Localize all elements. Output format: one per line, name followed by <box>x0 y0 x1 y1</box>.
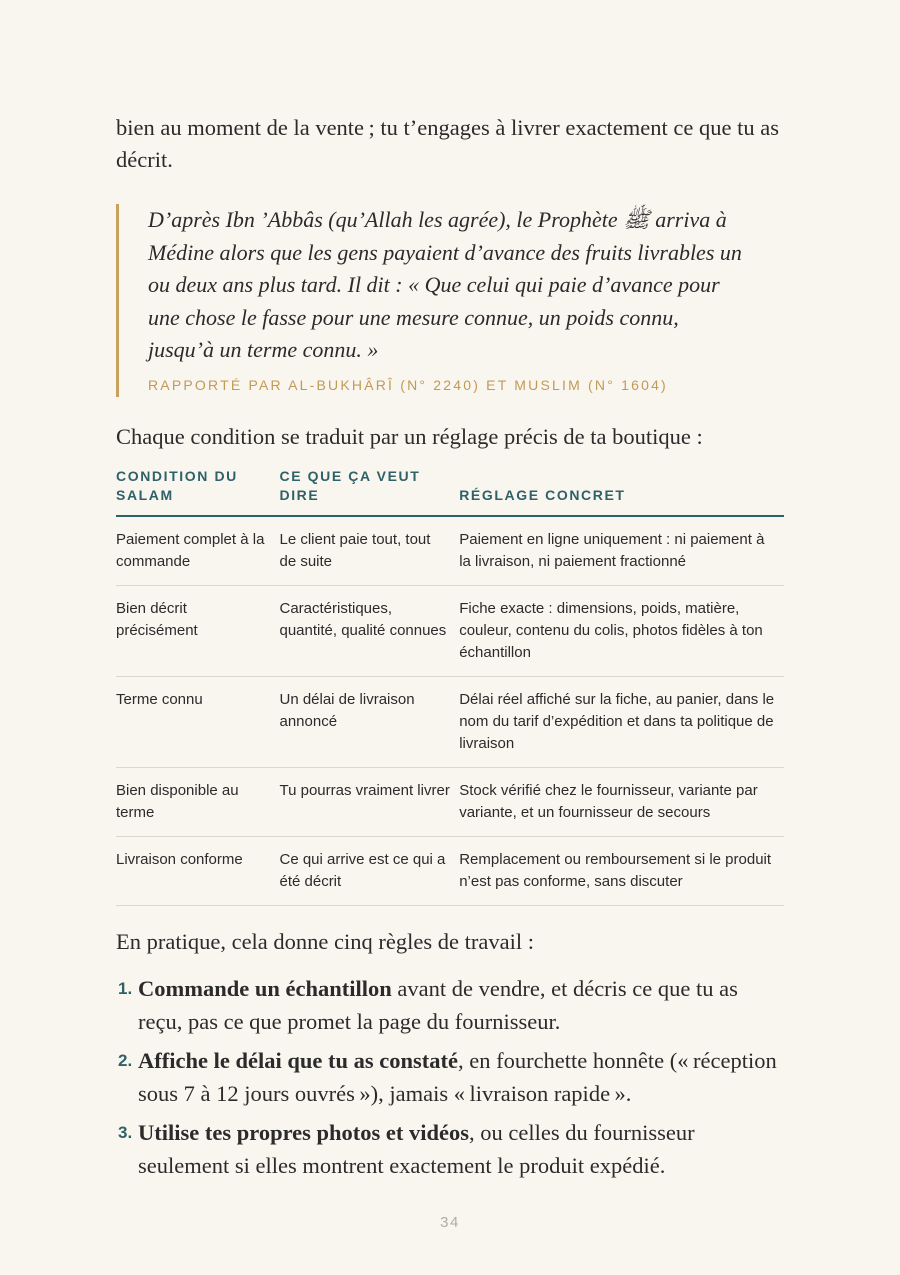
table-row <box>116 676 784 767</box>
list-item <box>116 1044 784 1110</box>
page-number: 34 <box>440 1214 460 1231</box>
table-row <box>116 516 784 586</box>
list-number: 3. <box>118 1122 133 1142</box>
rule-text: avant de vendre, et décris ce que tu as reçu, pas ce que promet la page du fournisseur. <box>138 975 738 1034</box>
rule-text: , en fourchette honnête (« réception sous 7 à 12 jours ouvrés »), jamais « livraison rapide ». <box>138 1047 777 1106</box>
table-cell: Bien disponible au terme <box>116 767 279 836</box>
table-cell: Terme connu <box>116 676 279 767</box>
table-lead: Chaque condition se traduit par un réglage précis de ta boutique : <box>116 423 703 449</box>
rule-bold: Affiche le délai que tu as constaté <box>138 1047 458 1073</box>
list-number: 1. <box>118 978 133 998</box>
rules-list <box>116 972 784 1182</box>
table-cell: Ce qui arrive est ce qui a été décrit <box>279 836 459 905</box>
table-cell: Remplacement ou remboursement si le produit n’est pas conforme, sans discuter <box>459 836 784 905</box>
intro-paragraph: bien au moment de la vente ; tu t’engages à livrer exactement ce que tu as décrit. <box>116 115 779 172</box>
conditions-table <box>116 467 784 906</box>
table-cell: Paiement en ligne uniquement : ni paiement à la livraison, ni paiement fractionné <box>459 516 784 586</box>
quote-source: RAPPORTÉ PAR AL-BUKHÂRÎ (N° 2240) ET MUSLIM (N° 1604) <box>148 376 668 393</box>
list-item <box>116 972 784 1038</box>
header-setting: RÉGLAGE CONCRET <box>459 467 784 516</box>
rule-text: , ou celles du fournisseur seulement si elles montrent exactement le produit expédié. <box>138 1119 695 1178</box>
list-number: 2. <box>118 1050 133 1070</box>
header-meaning: CE QUE ÇA VEUT DIRE <box>279 467 459 516</box>
rules-lead: En pratique, cela donne cinq règles de travail : <box>116 928 534 954</box>
page-content <box>116 112 784 1188</box>
header-condition: CONDITION DU SALAM <box>116 467 279 516</box>
quote-text: D’après Ibn ’Abbâs (qu’Allah les agrée), le Prophète ﷺ arriva à Médine alors que les gens payaient d’avance des fruits livrables un ou deux ans plus tard. Il dit : « Que celui qui paie d’avance pour une chose le fasse pour une mesure connue, un poids connu, jusqu’à un terme connu. » <box>148 207 742 362</box>
table-cell: Un délai de livraison annoncé <box>279 676 459 767</box>
table-header-row <box>116 467 784 516</box>
table-row <box>116 585 784 676</box>
table-row <box>116 767 784 836</box>
table-cell: Fiche exacte : dimensions, poids, matière, couleur, contenu du colis, photos fidèles à ton échantillon <box>459 585 784 676</box>
rule-bold: Utilise tes propres photos et vidéos <box>138 1119 470 1145</box>
rule-bold: Commande un échantillon <box>138 975 392 1001</box>
table-cell: Livraison conforme <box>116 836 279 905</box>
hadith-quote <box>116 204 744 397</box>
table-cell: Bien décrit précisément <box>116 585 279 676</box>
table-row <box>116 836 784 905</box>
table-cell: Le client paie tout, tout de suite <box>279 516 459 586</box>
table-cell: Stock vérifié chez le fournisseur, variante par variante, et un fournisseur de secours <box>459 767 784 836</box>
table-cell: Paiement complet à la commande <box>116 516 279 586</box>
table-cell: Tu pourras vraiment livrer <box>279 767 459 836</box>
table-cell: Caractéristiques, quantité, qualité connues <box>279 585 459 676</box>
table-cell: Délai réel affiché sur la fiche, au panier, dans le nom du tarif d’expédition et dans ta politique de livraison <box>459 676 784 767</box>
list-item <box>116 1116 784 1182</box>
